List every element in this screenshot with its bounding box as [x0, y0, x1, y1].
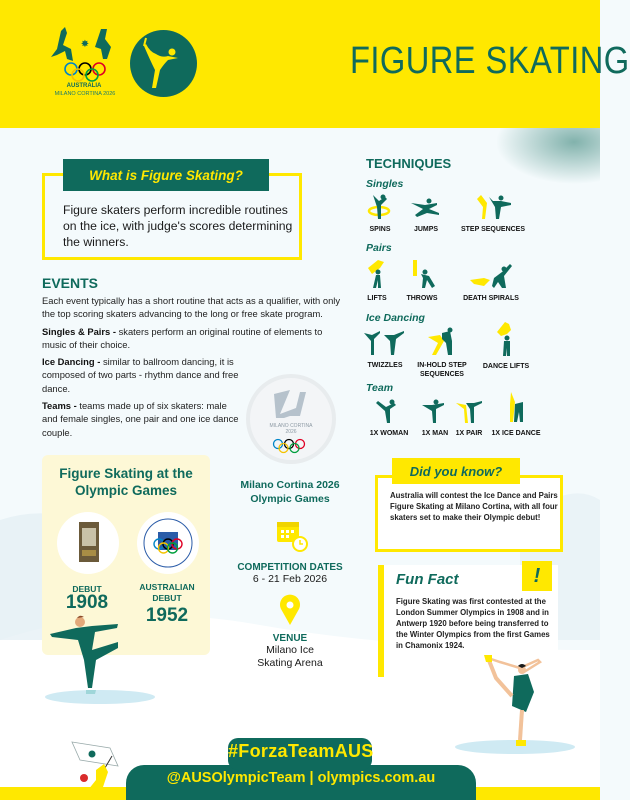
technique-label: SPINS: [369, 226, 391, 233]
technique-1x-man: [416, 397, 454, 438]
spins-icon: [365, 193, 395, 221]
olympic-history-heading: Figure Skating at the Olympic Games: [59, 466, 193, 498]
technique-throws: [402, 258, 442, 303]
ice-shadow-right: [455, 740, 575, 754]
milano-logo-text: [250, 423, 332, 435]
social-links-text[interactable]: @AUSOlympicTeam | olympics.com.au: [166, 770, 436, 786]
technique-group-ice-dancing: Ice Dancing: [366, 312, 425, 324]
fun-fact-text: Figure Skating was first contested at the London Summer Olympics in 1908 and in Antwerp 1920 before being transferred to the Winter Olympics from the first Games in Chamonix 1924.: [396, 597, 550, 650]
what-is-heading: What is Figure Skating?: [63, 159, 269, 191]
did-you-know-heading: Did you know?: [392, 458, 520, 484]
jumps-icon: [409, 193, 443, 221]
hashtag-text: #ForzaTeamAUS: [228, 741, 374, 761]
technique-step-sequences: [458, 193, 528, 234]
calendar-clock-icon: [225, 516, 355, 556]
technique-twizzles: [362, 327, 408, 370]
did-you-know-text: Australia will contest the Ice Dance and Pairs Figure Skating at Milano Cortina, with all four skaters set to make their Olympic debut!: [390, 491, 558, 522]
speckle-pattern: [470, 128, 600, 198]
events-intro: Each event typically has a short routine that acts as a qualifier, with only the top scoring skaters advancing to the long or free skate program.: [42, 295, 341, 320]
woman-skater-icon: [374, 397, 404, 425]
event-name: Singles & Pairs -: [42, 325, 116, 337]
throws-icon: [405, 258, 439, 290]
ice-shadow-left: [45, 690, 155, 704]
event-name: Ice Dancing -: [42, 356, 101, 368]
man-skater-icon: [420, 397, 450, 425]
events-heading: EVENTS: [42, 275, 99, 291]
kangaroo-emu-rings-icon: [45, 25, 125, 83]
logo-country-text: AUSTRALIA: [66, 83, 102, 89]
dance-lifts-icon: [491, 320, 521, 358]
milano-cortina-info: [225, 478, 355, 671]
technique-spins: [362, 193, 398, 234]
technique-label: LIFTS: [367, 295, 387, 302]
event-item: [42, 399, 242, 439]
twizzles-icon: [362, 327, 408, 357]
technique-label: TWIZZLES: [367, 362, 403, 369]
competition-dates-value: 6 - 21 Feb 2026: [252, 573, 328, 585]
aus-olympic-logo: [45, 25, 125, 97]
technique-1x-ice-dance: [488, 390, 544, 438]
step-sequences-icon: [473, 193, 513, 221]
1952-games-emblem: [137, 512, 199, 574]
technique-label: THROWS: [406, 295, 438, 302]
technique-label: STEP SEQUENCES: [460, 226, 526, 233]
event-item: [42, 325, 342, 352]
technique-label: IN-HOLD STEP SEQUENCES: [417, 362, 467, 378]
technique-group-team: Team: [366, 382, 394, 394]
technique-death-spirals: [455, 258, 527, 303]
debut-label: DEBUT: [72, 584, 102, 594]
fun-fact-heading: Fun Fact: [396, 571, 459, 588]
techniques-heading: TECHNIQUES: [366, 156, 452, 171]
exclamation-icon: !: [522, 561, 552, 591]
in-hold-step-sequences-icon: [422, 327, 462, 357]
milano-logo-name: MILANO CORTINA: [269, 423, 313, 429]
pair-skater-icon: [454, 397, 484, 425]
what-is-text: Figure skaters perform incredible routines on the ice, with judge's scores determining the winners.: [63, 203, 293, 249]
page-title: FIGURE SKATING: [350, 40, 630, 82]
venue-value: Milano Ice Skating Arena: [257, 643, 323, 669]
milano-logo-year: 2026: [285, 429, 297, 435]
technique-jumps: [406, 193, 446, 234]
svg-text:✸: ✸: [80, 39, 90, 50]
competition-dates-label: COMPETITION DATES: [237, 562, 343, 573]
milano-cortina-logo: [246, 374, 336, 464]
figure-skating-sport-icon: [130, 30, 197, 97]
technique-label: 1X PAIR: [455, 430, 483, 437]
aus-debut-label: AUSTRALIAN DEBUT: [139, 582, 195, 603]
death-spirals-icon: [466, 258, 516, 290]
technique-label: DANCE LIFTS: [482, 363, 530, 370]
ice-dance-skater-icon: [501, 390, 531, 425]
event-desc: teams made up of six skaters: male and female singles, one pair and one ice dance couple.: [42, 400, 239, 438]
technique-label: DEATH SPIRALS: [463, 295, 519, 302]
technique-group-singles: Singles: [366, 178, 404, 190]
event-name: Teams -: [42, 400, 77, 412]
event-desc: similar to ballroom dancing, it is composed of two parts - rhythm dance and free dance.: [42, 356, 239, 394]
logo-games-text: MILANO CORTINA 2026: [54, 91, 116, 97]
technique-1x-woman: [364, 397, 414, 438]
technique-label: JUMPS: [413, 226, 439, 233]
1908-medal-image: [57, 512, 119, 574]
technique-label: 1X MAN: [421, 430, 449, 437]
technique-lifts: [362, 258, 392, 303]
lifts-icon: [364, 258, 390, 290]
technique-label: 1X ICE DANCE: [491, 430, 541, 437]
debut-year: 1908: [65, 592, 109, 613]
event-item: [42, 355, 242, 395]
event-desc: skaters perform an original routine of elements to music of their choice.: [42, 325, 323, 350]
technique-dance-lifts: [478, 320, 534, 371]
aus-debut-year: 1952: [145, 605, 189, 626]
map-pin-icon: [225, 595, 355, 627]
technique-label: 1X WOMAN: [369, 430, 409, 437]
technique-group-pairs: Pairs: [366, 242, 392, 254]
technique-in-hold-step-sequences: [412, 327, 472, 379]
milano-cortina-heading: Milano Cortina 2026 Olympic Games: [240, 479, 340, 505]
technique-1x-pair: [452, 397, 486, 438]
venue-label: VENUE: [272, 632, 308, 644]
